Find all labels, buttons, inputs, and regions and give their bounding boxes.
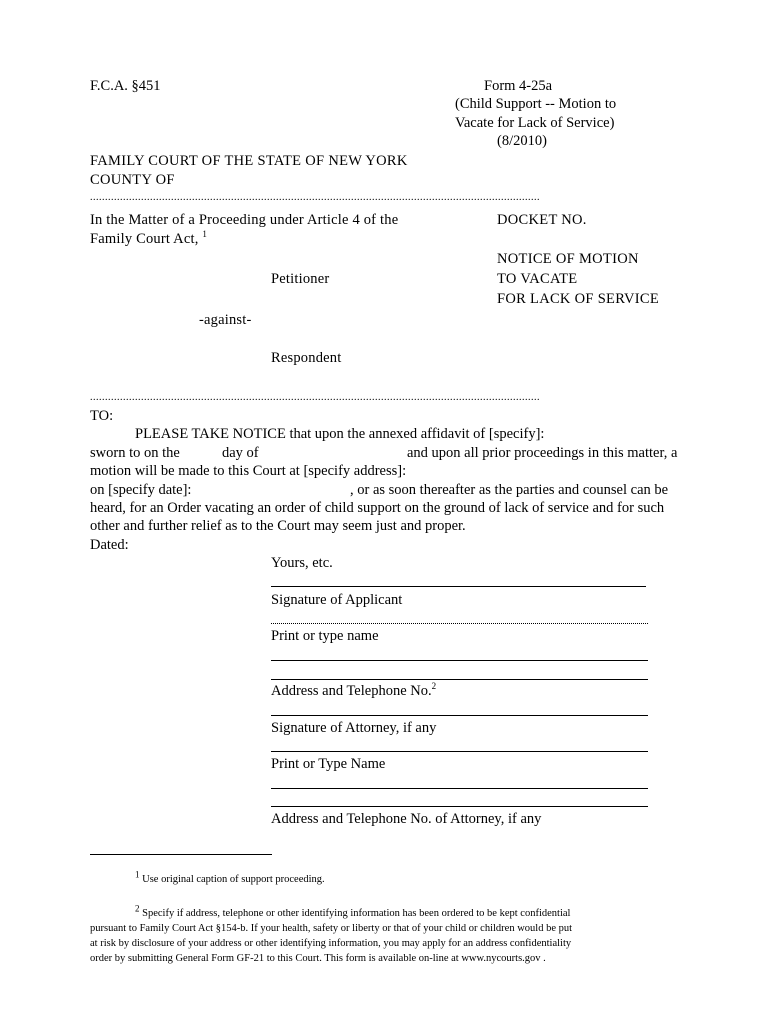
against-label: -against- <box>199 312 252 328</box>
yours-etc: Yours, etc. <box>271 555 333 571</box>
applicant-address-line-1[interactable] <box>271 660 648 661</box>
document-title-line-1: NOTICE OF MOTION <box>497 251 639 267</box>
form-description-line-2: Vacate for Lack of Service) <box>455 115 615 131</box>
caption-top-divider: ...................................................................................................................................................... <box>90 192 540 203</box>
footnote-separator <box>90 854 272 855</box>
applicant-address-line-2[interactable] <box>271 679 648 680</box>
motion-date-label: on [specify date]: <box>90 482 192 498</box>
footnote-2-line-2: pursuant to Family Court Act §154-b. If your health, safety or liberty or that of your child or children would be put <box>90 923 573 934</box>
attorney-address-telephone-label: Address and Telephone No. of Attorney, if any <box>271 811 542 827</box>
relief-sought-line-1: heard, for an Order vacating an order of child support on the ground of lack of service and for such <box>90 500 665 516</box>
applicant-name-line[interactable] <box>271 623 648 624</box>
form-date: (8/2010) <box>497 133 547 149</box>
dated-label: Dated: <box>90 537 129 553</box>
footnote-1-mark: 1 <box>135 869 140 880</box>
footnote-ref-1: 1 <box>202 229 208 240</box>
court-name: FAMILY COURT OF THE STATE OF NEW YORK <box>90 153 408 169</box>
document-title-line-2: TO VACATE <box>497 271 578 287</box>
footnote-1-text: Use original caption of support proceeding. <box>142 874 325 885</box>
attorney-signature-label: Signature of Attorney, if any <box>271 720 437 736</box>
attorney-signature-line[interactable] <box>271 715 648 716</box>
docket-number-label: DOCKET NO. <box>497 212 587 228</box>
county-label: COUNTY OF <box>90 172 175 188</box>
caption-bottom-divider: ...................................................................................................................................................... <box>90 392 540 403</box>
attorney-print-name-label: Print or Type Name <box>271 756 386 772</box>
form-description-line-1: (Child Support -- Motion to <box>455 96 617 112</box>
sworn-to-label: sworn to on the <box>90 445 180 461</box>
matter-caption-line-1: In the Matter of a Proceeding under Article 4 of the <box>90 212 399 228</box>
motion-date-continuation: , or as soon thereafter as the parties and counsel can be <box>350 482 669 498</box>
motion-address-line: motion will be made to this Court at [specify address]: <box>90 463 407 479</box>
print-name-label: Print or type name <box>271 628 379 644</box>
footnote-1 <box>135 869 325 887</box>
address-telephone-label <box>271 682 436 700</box>
petitioner-label: Petitioner <box>271 271 330 287</box>
footnote-2-mark: 2 <box>135 903 140 914</box>
prior-proceedings-text: and upon all prior proceedings in this matter, a <box>407 445 678 461</box>
attorney-address-line-1[interactable] <box>271 788 648 789</box>
footnote-ref-2: 2 <box>431 681 437 692</box>
footnote-2-line-1 <box>135 903 571 921</box>
matter-caption-text: Family Court Act, <box>90 231 199 247</box>
footnote-2-text-1: Specify if address, telephone or other identifying information has been ordered to be kept confidential <box>142 908 571 919</box>
to-label: TO: <box>90 408 114 424</box>
address-telephone-text: Address and Telephone No. <box>271 683 432 699</box>
notice-paragraph-line-1: PLEASE TAKE NOTICE that upon the annexed affidavit of [specify]: <box>135 426 545 442</box>
applicant-signature-line[interactable] <box>271 586 646 587</box>
form-number: Form 4-25a <box>484 78 553 94</box>
relief-sought-line-2: other and further relief as to the Court may seem just and proper. <box>90 518 466 534</box>
document-title-line-3: FOR LACK OF SERVICE <box>497 291 660 307</box>
statute-reference: F.C.A. §451 <box>90 78 161 94</box>
attorney-address-line-2[interactable] <box>271 806 648 807</box>
respondent-label: Respondent <box>271 350 342 366</box>
day-of-label: day of <box>222 445 259 461</box>
matter-caption-line-2 <box>90 230 207 248</box>
footnote-2-line-4: order by submitting General Form GF-21 to this Court. This form is available on-line at www.nycourts.gov . <box>90 953 546 964</box>
attorney-name-line[interactable] <box>271 751 648 752</box>
footnote-2-line-3: at risk by disclosure of your address or other identifying information, you may apply for an address confidentiality <box>90 938 572 949</box>
applicant-signature-label: Signature of Applicant <box>271 592 403 608</box>
